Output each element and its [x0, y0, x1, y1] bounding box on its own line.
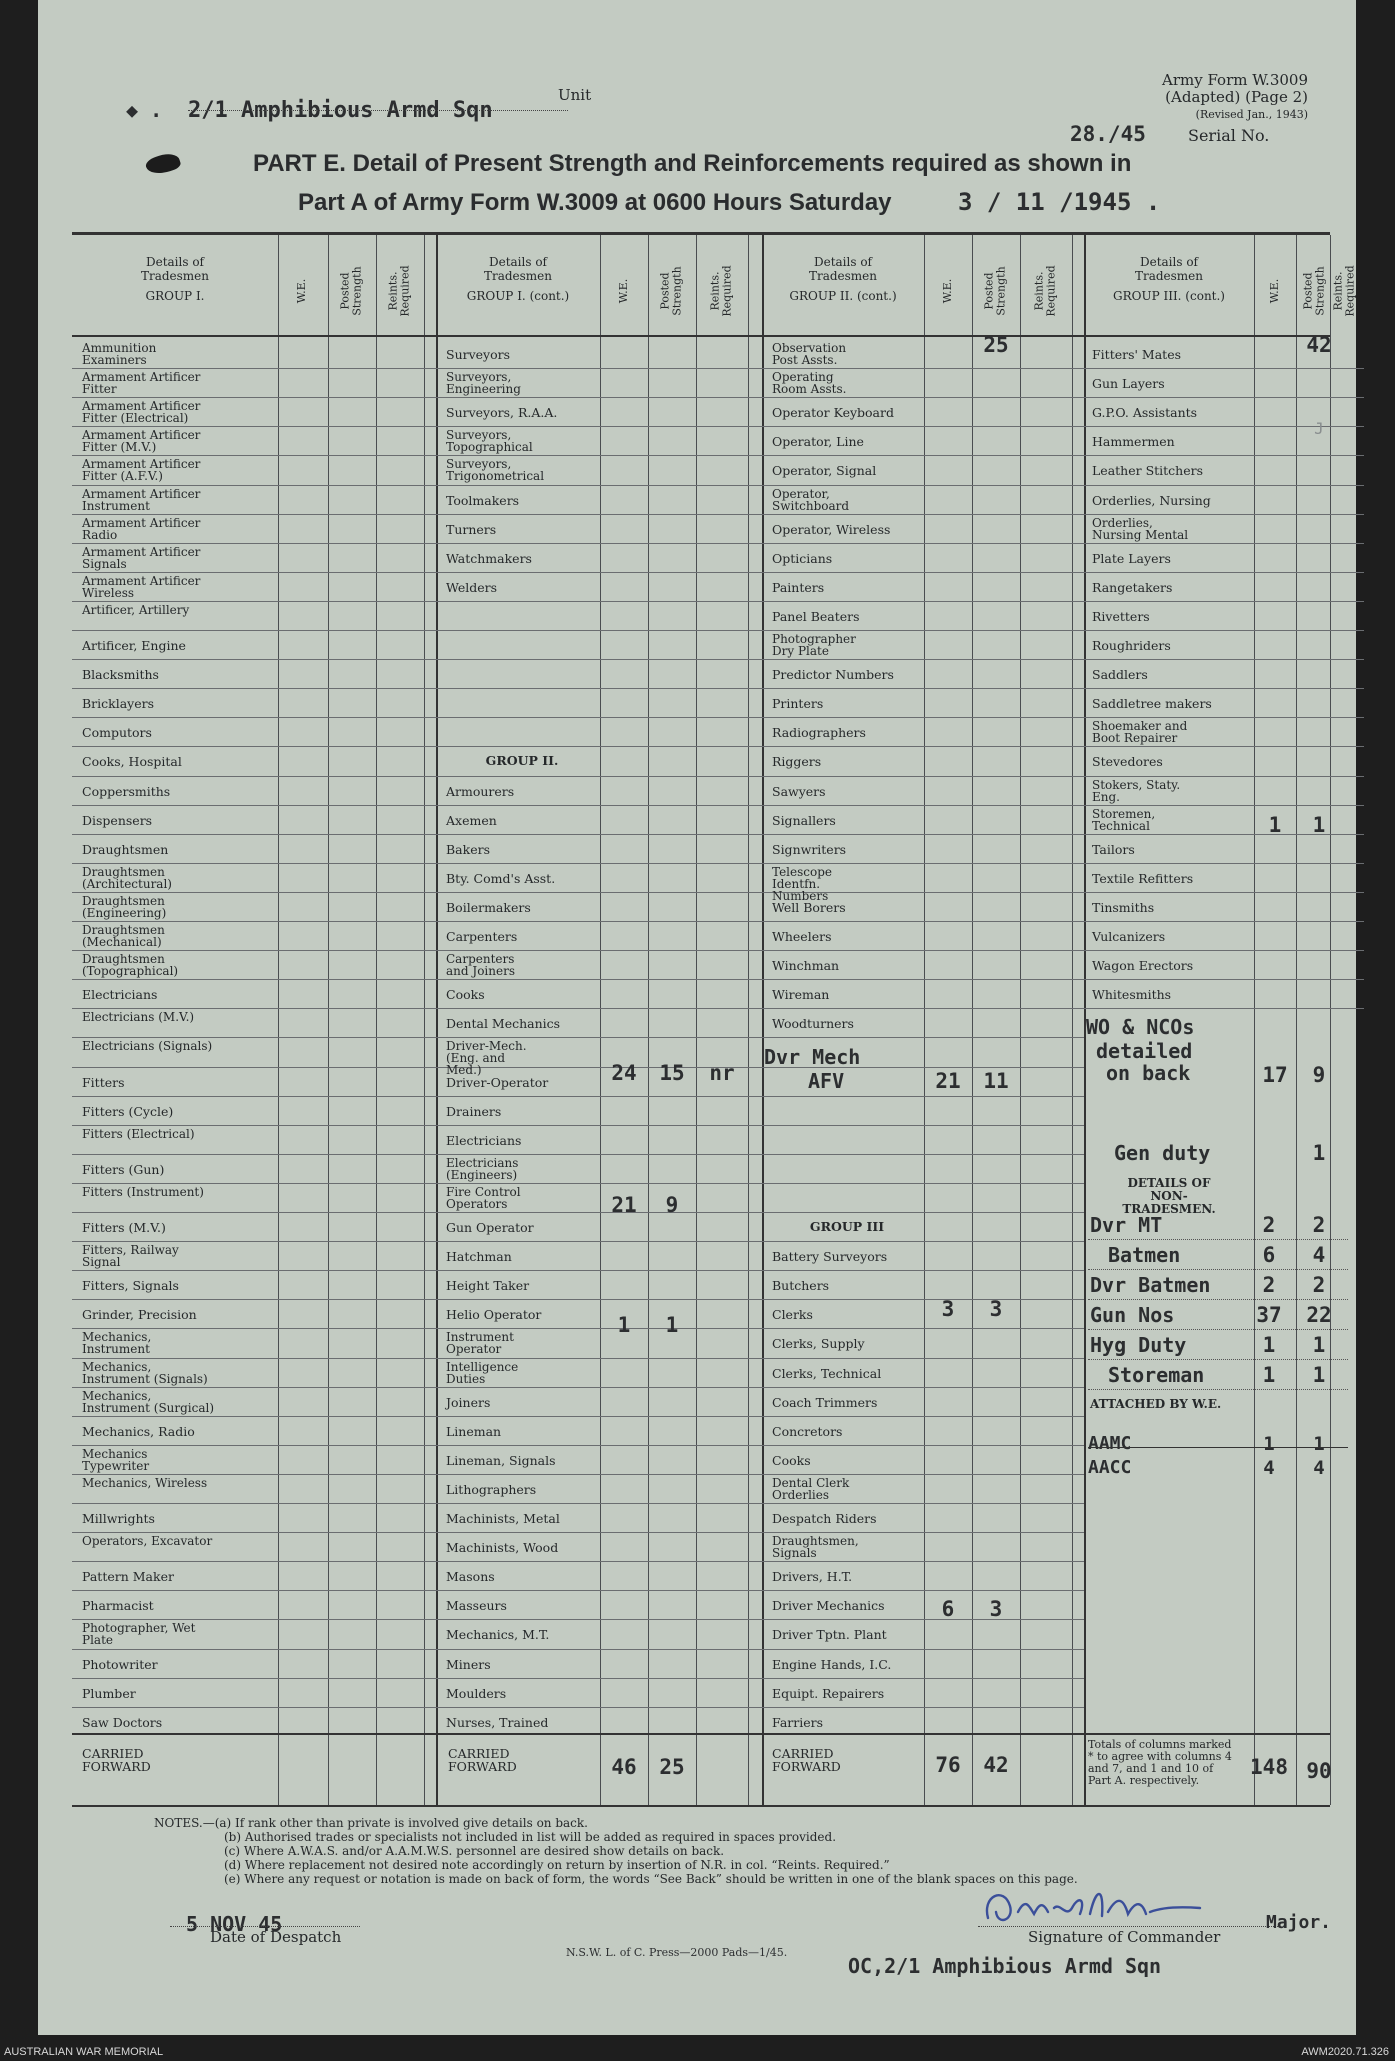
col2-row-18: Bty. Comd's Asst. — [446, 870, 556, 886]
col4-row-14: Stevedores — [1092, 754, 1163, 770]
col1-row-31: Fitters, Railway Signal — [82, 1243, 179, 1270]
carried-c2-we: 46 — [611, 1755, 637, 1779]
title-date: 3 / 11 /1945 . — [958, 188, 1161, 216]
signature-label: Signature of Commander — [1028, 1928, 1221, 1946]
col1-row-42: Pattern Maker — [82, 1569, 174, 1585]
col3-row-33: Clerks — [772, 1307, 813, 1323]
col4-row-18: Textile Refitters — [1092, 870, 1194, 886]
col3-row-23: Woodturners — [772, 1016, 854, 1032]
col3-row-42: Drivers, H.T. — [772, 1569, 853, 1585]
col3-row-38: Cooks — [772, 1452, 811, 1468]
col2-row-23: Dental Mechanics — [446, 1016, 561, 1032]
col4-row-8: Rangetakers — [1092, 579, 1173, 595]
col1-row-29: Fitters (Instrument) — [82, 1184, 204, 1199]
carried-c4-we: 148 — [1250, 1755, 1288, 1779]
col4-row-20: Vulcanizers — [1092, 929, 1166, 944]
col3-row-25 — [772, 1076, 922, 1101]
we-header: W.E. — [1268, 278, 1281, 304]
c4-fitters-mates-ps: 42 — [1306, 333, 1332, 357]
carried-c3-ps: 42 — [983, 1753, 1009, 1777]
col1-row-20: Draughtsmen (Mechanical) — [82, 923, 165, 949]
c4-wo-ps: 9 — [1312, 1063, 1326, 1087]
col3-row-46: Equipt. Repairers — [772, 1685, 885, 1701]
col2-row-32: Height Taker — [446, 1278, 530, 1294]
non-trade-label-0: Dvr MT — [1090, 1213, 1163, 1237]
serial-label: Serial No. — [1188, 126, 1270, 145]
title-line-2: Part A of Army Form W.3009 at 0600 Hours Saturday — [298, 189, 892, 216]
col2-row-0: Surveyors — [446, 347, 511, 362]
col2-row-2: Surveyors, R.A.A. — [446, 405, 558, 421]
non-trade-we-5: 1 — [1262, 1363, 1276, 1387]
col1-row-22: Electricians — [82, 987, 158, 1003]
posted-header: Posted Strength — [339, 266, 364, 316]
col1-row-13: Computors — [82, 725, 152, 741]
col3-row-2: Operator Keyboard — [772, 405, 894, 421]
attached-ps-0: 1 — [1313, 1433, 1325, 1455]
col2-row-28: Electricians (Engineers) — [446, 1155, 519, 1182]
col3-row-11: Predictor Numbers — [772, 667, 894, 683]
col2-row-39: Lithographers — [446, 1481, 537, 1497]
attached-we-1: 4 — [1263, 1457, 1275, 1479]
col2-row-37: Lineman — [446, 1423, 502, 1439]
c3-dvr-mech-ps: 11 — [983, 1069, 1009, 1093]
col1-row-44: Photographer, Wet Plate — [82, 1621, 196, 1648]
col3-row-35: Clerks, Technical — [772, 1365, 882, 1381]
col2-row-1: Surveyors, Engineering — [446, 370, 521, 397]
col3-row-30: GROUP III — [809, 1219, 885, 1234]
non-trade-ps-0: 2 — [1312, 1213, 1326, 1237]
col2-row-8: Welders — [446, 579, 498, 595]
col4-row-9: Rivetters — [1092, 608, 1150, 624]
col3-row-43: Driver Mechanics — [772, 1598, 885, 1614]
col3-row-17: Signwriters — [772, 841, 847, 857]
col3-row-45: Engine Hands, I.C. — [772, 1656, 892, 1672]
c3-driver-mech-we: 6 — [941, 1597, 955, 1621]
col2-row-16: Axemen — [446, 812, 497, 828]
non-trade-ps-3: 22 — [1306, 1303, 1332, 1327]
col1-row-26: Fitters (Cycle) — [82, 1103, 174, 1119]
col3-row-36: Coach Trimmers — [772, 1394, 878, 1410]
col2-row-4: Surveyors, Trigonometrical — [446, 457, 545, 484]
col4-row-5: Orderlies, Nursing — [1092, 492, 1211, 508]
col2-row-19: Boilermakers — [446, 899, 531, 915]
carried-forward-3: CARRIED FORWARD — [772, 1746, 841, 1774]
note-a: NOTES.—(a) If rank other than private is involved give details on back. — [154, 1816, 588, 1830]
col2-row-5: Toolmakers — [446, 492, 520, 508]
note-b: (b) Authorised trades or specialists not included in list will be added as required in spaces provided. — [224, 1830, 837, 1844]
col3-row-18: Telescope Identfn. Numbers — [772, 864, 832, 903]
despatch-label: Date of Despatch — [210, 1928, 342, 1946]
c4-storemen-we: 1 — [1268, 813, 1282, 837]
c4-wo-we: 17 — [1262, 1063, 1288, 1087]
c4-wo-label-2: detailed — [1096, 1039, 1193, 1063]
non-trade-ps-5: 1 — [1312, 1363, 1326, 1387]
col2-row-3: Surveyors, Topographical — [446, 428, 533, 455]
col3-row-6: Operator, Wireless — [772, 521, 891, 537]
col4-row-13: Shoemaker and Boot Repairer — [1092, 719, 1188, 746]
col3-row-34: Clerks, Supply — [772, 1336, 865, 1352]
note-e: (e) Where any request or notation is made on back of form, the words “See Back” should be written in one of the blank spaces on this page. — [224, 1872, 1078, 1886]
press-line: N.S.W. L. of C. Press—2000 Pads—1/45. — [566, 1946, 788, 1959]
col4-row-12: Saddletree makers — [1092, 696, 1212, 712]
col3-row-20: Wheelers — [772, 929, 832, 944]
col1-row-10: Artificer, Engine — [82, 638, 186, 653]
col2-row-42: Masons — [446, 1569, 495, 1585]
col1-row-8: Armament Artificer Wireless — [82, 573, 201, 600]
col2-row-26: Drainers — [446, 1103, 502, 1119]
col3-row-5: Operator, Switchboard — [772, 486, 850, 513]
c4-wo-label-3: on back — [1106, 1061, 1191, 1085]
posted-header: Posted Strength — [1302, 266, 1327, 316]
non-trade-we-1: 6 — [1262, 1243, 1276, 1267]
col3-row-19: Well Borers — [772, 899, 846, 915]
col3-row-10: Photographer Dry Plate — [772, 632, 856, 658]
c4-gen-ps: 1 — [1312, 1141, 1326, 1165]
col2-row-45: Miners — [446, 1656, 491, 1672]
col1-row-4: Armament Artificer Fitter (A.F.V.) — [82, 457, 201, 484]
col2-row-12 — [446, 697, 598, 722]
posted-header: Posted Strength — [983, 266, 1008, 316]
col3-row-9: Panel Beaters — [772, 608, 860, 624]
col3-header: Details of Tradesmen GROUP II. (cont.) — [789, 255, 897, 303]
we-header: W.E. — [941, 278, 954, 304]
c2-intel-we: 1 — [617, 1313, 631, 1337]
col3-row-22: Wireman — [772, 987, 830, 1003]
col1-row-3: Armament Artificer Fitter (M.V.) — [82, 428, 201, 455]
col1-row-0: Ammunition Examiners — [82, 341, 157, 367]
carried-c4-ps: 90 — [1306, 1759, 1332, 1783]
non-trade-label-5: Storeman — [1108, 1363, 1205, 1387]
col3-row-3: Operator, Line — [772, 434, 864, 450]
col2-row-7: Watchmakers — [446, 550, 532, 566]
signatory-rank: Major. — [1266, 1912, 1332, 1933]
col1-row-17: Draughtsmen — [82, 841, 169, 857]
col1-row-34: Mechanics, Instrument — [82, 1330, 152, 1357]
col3-row-47: Farriers — [772, 1714, 824, 1730]
col1-row-2: Armament Artificer Fitter (Electrical) — [82, 399, 201, 426]
col2-row-38: Lineman, Signals — [446, 1452, 556, 1468]
col2-row-24: Driver-Mech. (Eng. and Med.) — [446, 1039, 527, 1078]
c2-gun-operator-ps: 9 — [665, 1193, 679, 1217]
col1-row-38: Mechanics Typewriter — [82, 1446, 150, 1473]
non-trade-label-1: Batmen — [1108, 1243, 1181, 1267]
col1-row-18: Draughtsmen (Architectural) — [82, 864, 172, 891]
col2-row-31: Hatchman — [446, 1249, 512, 1265]
col2-row-35: Intelligence Duties — [446, 1359, 519, 1386]
blot-mark — [144, 150, 182, 178]
col2-row-36: Joiners — [446, 1394, 491, 1410]
col1-row-33: Grinder, Precision — [82, 1307, 197, 1323]
col3-row-32: Butchers — [772, 1278, 830, 1294]
carried-forward-2: CARRIED FORWARD — [448, 1746, 517, 1774]
col2-row-46: Moulders — [446, 1685, 507, 1701]
col1-row-35: Mechanics, Instrument (Signals) — [82, 1359, 208, 1386]
attached-heading: ATTACHED BY W.E. — [1090, 1397, 1222, 1411]
col4-row-21: Wagon Erectors — [1092, 958, 1194, 974]
col3-row-13: Radiographers — [772, 725, 866, 741]
carried-c2-ps: 25 — [659, 1755, 685, 1779]
col1-header: Details of Tradesmen GROUP I. — [140, 255, 210, 303]
totals-note: Totals of columns marked * to agree with columns 4 and 7, and 1 and 10 of Part A. respectively. — [1088, 1738, 1232, 1787]
col3-row-1: Operating Room Assts. — [772, 370, 847, 397]
col1-row-47: Saw Doctors — [82, 1714, 163, 1730]
despatch-date: 5 NOV 45 — [186, 1912, 283, 1936]
col4-row-6: Orderlies, Nursing Mental — [1092, 515, 1189, 542]
col4-row-7: Plate Layers — [1092, 550, 1171, 566]
col1-row-25: Fitters — [82, 1074, 125, 1090]
col4-row-15: Stokers, Staty. Eng. — [1092, 777, 1181, 804]
non-trade-we-2: 2 — [1262, 1273, 1276, 1297]
col3-row-15: Sawyers — [772, 783, 826, 799]
col1-row-46: Plumber — [82, 1685, 136, 1701]
col1-row-24: Electricians (Signals) — [82, 1039, 213, 1054]
col4-row-1: Gun Layers — [1092, 376, 1165, 392]
col4-row-16: Storemen, Technical — [1092, 806, 1156, 833]
c2-gun-operator-we: 21 — [611, 1193, 637, 1217]
unit-label: Unit — [558, 86, 592, 104]
form-identifier: Army Form W.3009 (Adapted) (Page 2) (Revised Jan., 1943) — [1162, 71, 1308, 121]
col1-row-7: Armament Artificer Signals — [82, 544, 201, 571]
non-trade-we-3: 37 — [1256, 1303, 1282, 1327]
col3-row-7: Opticians — [772, 550, 833, 566]
col3-row-14: Riggers — [772, 754, 822, 770]
we-header: W.E. — [617, 278, 630, 304]
footer-right: AWM2020.71.326 — [1301, 2046, 1389, 2058]
col1-row-43: Pharmacist — [82, 1598, 154, 1614]
col2-row-47: Nurses, Trained — [446, 1714, 549, 1730]
col4-header: Details of Tradesmen GROUP III. (cont.) — [1113, 255, 1225, 303]
col3-row-4: Operator, Signal — [772, 463, 877, 479]
col4-row-11: Saddlers — [1092, 667, 1148, 683]
col2-row-17: Bakers — [446, 841, 491, 857]
col2-row-20: Carpenters — [446, 929, 518, 944]
c3-clerks-ps: 3 — [989, 1297, 1003, 1321]
non-trades-heading: DETAILS OF NON-TRADESMEN. — [1122, 1176, 1216, 1216]
col4-row-3: Hammermen — [1092, 434, 1175, 450]
non-trade-ps-4: 1 — [1312, 1333, 1326, 1357]
col3-row-31: Battery Surveyors — [772, 1249, 888, 1265]
c3-dvr-mech-label: Dvr Mech — [764, 1045, 861, 1069]
attached-we-0: 1 — [1263, 1433, 1275, 1455]
col2-row-44: Mechanics, M.T. — [446, 1627, 550, 1643]
col3-row-41: Draughtsmen, Signals — [772, 1534, 859, 1561]
col1-row-32: Fitters, Signals — [82, 1278, 179, 1294]
col1-row-21: Draughtsmen (Topographical) — [82, 952, 179, 979]
c4-hammermen-mark: J — [1314, 419, 1324, 438]
col1-row-1: Armament Artificer Fitter — [82, 370, 201, 397]
c4-wo-label-1: WO & NCOs — [1086, 1015, 1195, 1039]
carried-forward-1: CARRIED FORWARD — [82, 1746, 151, 1774]
col4-row-19: Tinsmiths — [1092, 899, 1155, 915]
col1-row-19: Draughtsmen (Engineering) — [82, 893, 167, 920]
col2-row-11 — [446, 668, 598, 693]
title-line-1: PART E. Detail of Present Strength and Reinforcements required as shown in — [253, 150, 1132, 177]
col2-row-33: Helio Operator — [446, 1307, 542, 1323]
col3-row-8: Painters — [772, 579, 825, 595]
col4-row-2: G.P.O. Assistants — [1092, 405, 1198, 421]
col2-header: Details of Tradesmen GROUP I. (cont.) — [466, 255, 570, 303]
c2-driver-operator-rr: nr — [709, 1061, 735, 1085]
army-form-page — [38, 0, 1356, 2035]
col1-row-5: Armament Artificer Instrument — [82, 486, 201, 513]
carried-c3-we: 76 — [935, 1753, 961, 1777]
non-trade-we-4: 1 — [1262, 1333, 1276, 1357]
col2-row-43: Masseurs — [446, 1598, 507, 1614]
col2-row-25: Driver-Operator — [446, 1074, 549, 1090]
reinf-header: Reints. Required — [387, 265, 412, 317]
col2-row-34: Instrument Operator — [446, 1330, 514, 1357]
col2-row-30: Gun Operator — [446, 1220, 534, 1235]
attached-label-0: AAMC — [1088, 1433, 1132, 1454]
col2-row-14: GROUP II. — [485, 753, 559, 769]
reinf-header: Reints. Required — [1033, 265, 1058, 317]
c4-gen-label: Gen duty — [1114, 1141, 1211, 1165]
col1-row-39: Mechanics, Wireless — [82, 1475, 208, 1490]
col1-row-23: Electricians (M.V.) — [82, 1010, 195, 1025]
col3-row-40: Despatch Riders — [772, 1511, 877, 1526]
col1-row-6: Armament Artificer Radio — [82, 515, 201, 542]
col1-row-9: Artificer, Artillery — [82, 602, 190, 617]
non-trade-label-2: Dvr Batmen — [1090, 1273, 1211, 1297]
non-trade-label-4: Hyg Duty — [1090, 1333, 1187, 1357]
col3-row-16: Signallers — [772, 812, 836, 828]
strength-table — [72, 232, 1357, 1807]
col4-row-0: Fitters' Mates — [1092, 347, 1182, 362]
c3-clerks-we: 3 — [941, 1297, 955, 1321]
col1-row-36: Mechanics, Instrument (Surgical) — [82, 1388, 215, 1415]
attached-ps-1: 4 — [1313, 1457, 1325, 1479]
c2-intel-ps: 1 — [665, 1313, 679, 1337]
col3-row-26 — [772, 1105, 922, 1130]
c4-storemen-ps: 1 — [1312, 813, 1326, 837]
we-header: W.E. — [295, 278, 308, 304]
col2-row-41: Machinists, Wood — [446, 1540, 559, 1556]
attached-label-1: AACC — [1088, 1457, 1132, 1478]
col2-row-22: Cooks — [446, 987, 485, 1003]
col4-row-10: Roughriders — [1092, 638, 1171, 653]
signatory-unit: OC,2/1 Amphibious Armd Sqn — [848, 1954, 1162, 1978]
col1-row-40: Millwrights — [82, 1511, 155, 1526]
col2-row-15: Armourers — [446, 783, 515, 799]
col4-row-17: Tailors — [1092, 841, 1135, 857]
note-c: (c) Where A.W.A.S. and/or A.A.M.W.S. personnel are desired show details on back. — [224, 1844, 725, 1858]
col2-row-29: Fire Control Operators — [446, 1184, 521, 1211]
col2-row-27: Electricians — [446, 1132, 522, 1148]
c2-driver-operator-ps: 15 — [659, 1061, 685, 1085]
unit-mark: ◆ . — [126, 98, 163, 122]
c3-afv-label: AFV — [808, 1069, 845, 1093]
c3-dvr-mech-we: 21 — [935, 1069, 961, 1093]
col2-row-6: Turners — [446, 521, 497, 537]
col1-row-28: Fitters (Gun) — [82, 1161, 165, 1177]
non-trade-ps-2: 2 — [1312, 1273, 1326, 1297]
col3-row-12: Printers — [772, 696, 824, 712]
col3-row-21: Winchman — [772, 958, 840, 974]
col2-row-13 — [446, 726, 598, 751]
col3-row-27 — [772, 1134, 922, 1159]
c2-driver-operator-we: 24 — [611, 1061, 637, 1085]
reinf-header: Reints. Required — [1332, 265, 1357, 317]
col3-row-37: Concretors — [772, 1423, 843, 1439]
c3-obs-post-ps: 25 — [983, 333, 1009, 357]
col1-row-14: Cooks, Hospital — [82, 754, 182, 770]
col1-row-15: Coppersmiths — [82, 783, 171, 799]
c3-driver-mech-ps: 3 — [989, 1597, 1003, 1621]
col2-row-10 — [446, 639, 598, 664]
col1-row-16: Dispensers — [82, 812, 153, 828]
col1-row-41: Operators, Excavator — [82, 1534, 213, 1549]
posted-header: Posted Strength — [659, 266, 684, 316]
non-trade-ps-1: 4 — [1312, 1243, 1326, 1267]
col3-row-39: Dental Clerk Orderlies — [772, 1475, 850, 1502]
col2-row-40: Machinists, Metal — [446, 1511, 560, 1526]
unit-value: 2/1 Amphibious Armd Sqn — [188, 98, 493, 123]
col2-row-21: Carpenters and Joiners — [446, 952, 515, 979]
col3-row-28 — [772, 1163, 922, 1188]
col1-row-11: Blacksmiths — [82, 667, 159, 683]
non-trade-we-0: 2 — [1262, 1213, 1276, 1237]
col3-row-0: Observation Post Assts. — [772, 341, 847, 367]
col3-row-29 — [772, 1192, 922, 1217]
col4-row-4: Leather Stitchers — [1092, 463, 1204, 479]
col1-row-37: Mechanics, Radio — [82, 1423, 195, 1439]
col1-row-27: Fitters (Electrical) — [82, 1126, 195, 1141]
col1-row-30: Fitters (M.V.) — [82, 1220, 166, 1235]
serial-value: 28./45 — [1070, 122, 1146, 146]
non-trade-label-3: Gun Nos — [1090, 1303, 1175, 1327]
note-d: (d) Where replacement not desired note accordingly on return by insertion of N.R. in col. “Reints. Required.” — [224, 1858, 890, 1872]
col2-row-9 — [446, 610, 598, 635]
col1-row-12: Bricklayers — [82, 696, 155, 712]
footer-left: AUSTRALIAN WAR MEMORIAL — [4, 2046, 164, 2058]
col4-row-22: Whitesmiths — [1092, 987, 1172, 1003]
col3-row-44: Driver Tptn. Plant — [772, 1627, 887, 1643]
reinf-header: Reints. Required — [709, 265, 734, 317]
col1-row-45: Photowriter — [82, 1656, 158, 1672]
